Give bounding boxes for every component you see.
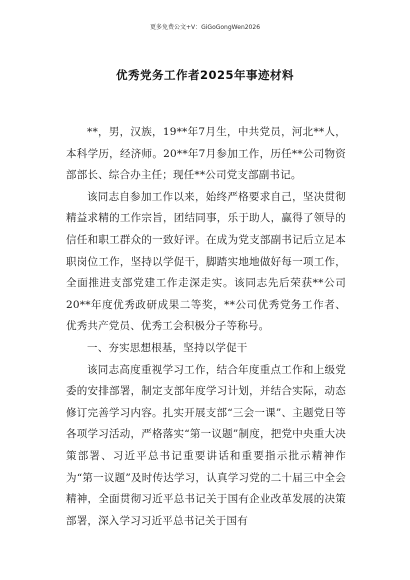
document-body (66, 122, 346, 532)
header-watermark: 更多免费公文+V：GiGoGongWen2026 (149, 24, 261, 31)
paragraph-intro: **，男，汉族，19**年7月生，中共党员，河北**人，本科学历，经济师。20**年7月参加工作，历任**公司物资部部长、综合办主任；现任**公司党支部副书记。 (66, 126, 346, 182)
paragraph-summary: 该同志自参加工作以来，始终严格要求自己，坚决贯彻精益求精的工作宗旨，团结同事，乐于助人，赢得了领导的信任和职工群众的一致好评。在成为党支部副书记后立足本职岗位工作，坚持以学促干，脚踏实地地做好每一项工作，全面推进支部党建工作走深走实。该同志先后荣获**公司20**年度优秀政研成果二等奖，**公司优秀党务工作者、优秀共产党员、优秀工会积极分子等称号。 (66, 190, 346, 333)
document-title: 优秀党务工作者2025年事迹材料 (115, 68, 294, 82)
section-heading-1: 一、夯实思想根基，坚持以学促干 (87, 341, 248, 354)
paragraph-section-1: 该同志高度重视学习工作，结合年度重点工作和上级党委的安排部署，制定支部年度学习计划，并结合实际，动态修订完善学习内容。扎实开展支部“三会一课”、主题党日等各项学习活动，严格落实“第一议题”制度，把党中央重大决策部署、习近平总书记重要讲话和重要指示批示精神作为“第一议题”及时传达学习，认真学习党的二十届三中全会精神，全面贯彻习近平总书记关于国有企业改革发展的决策部署，深入学习习近平总书记关于国有 (66, 363, 346, 527)
